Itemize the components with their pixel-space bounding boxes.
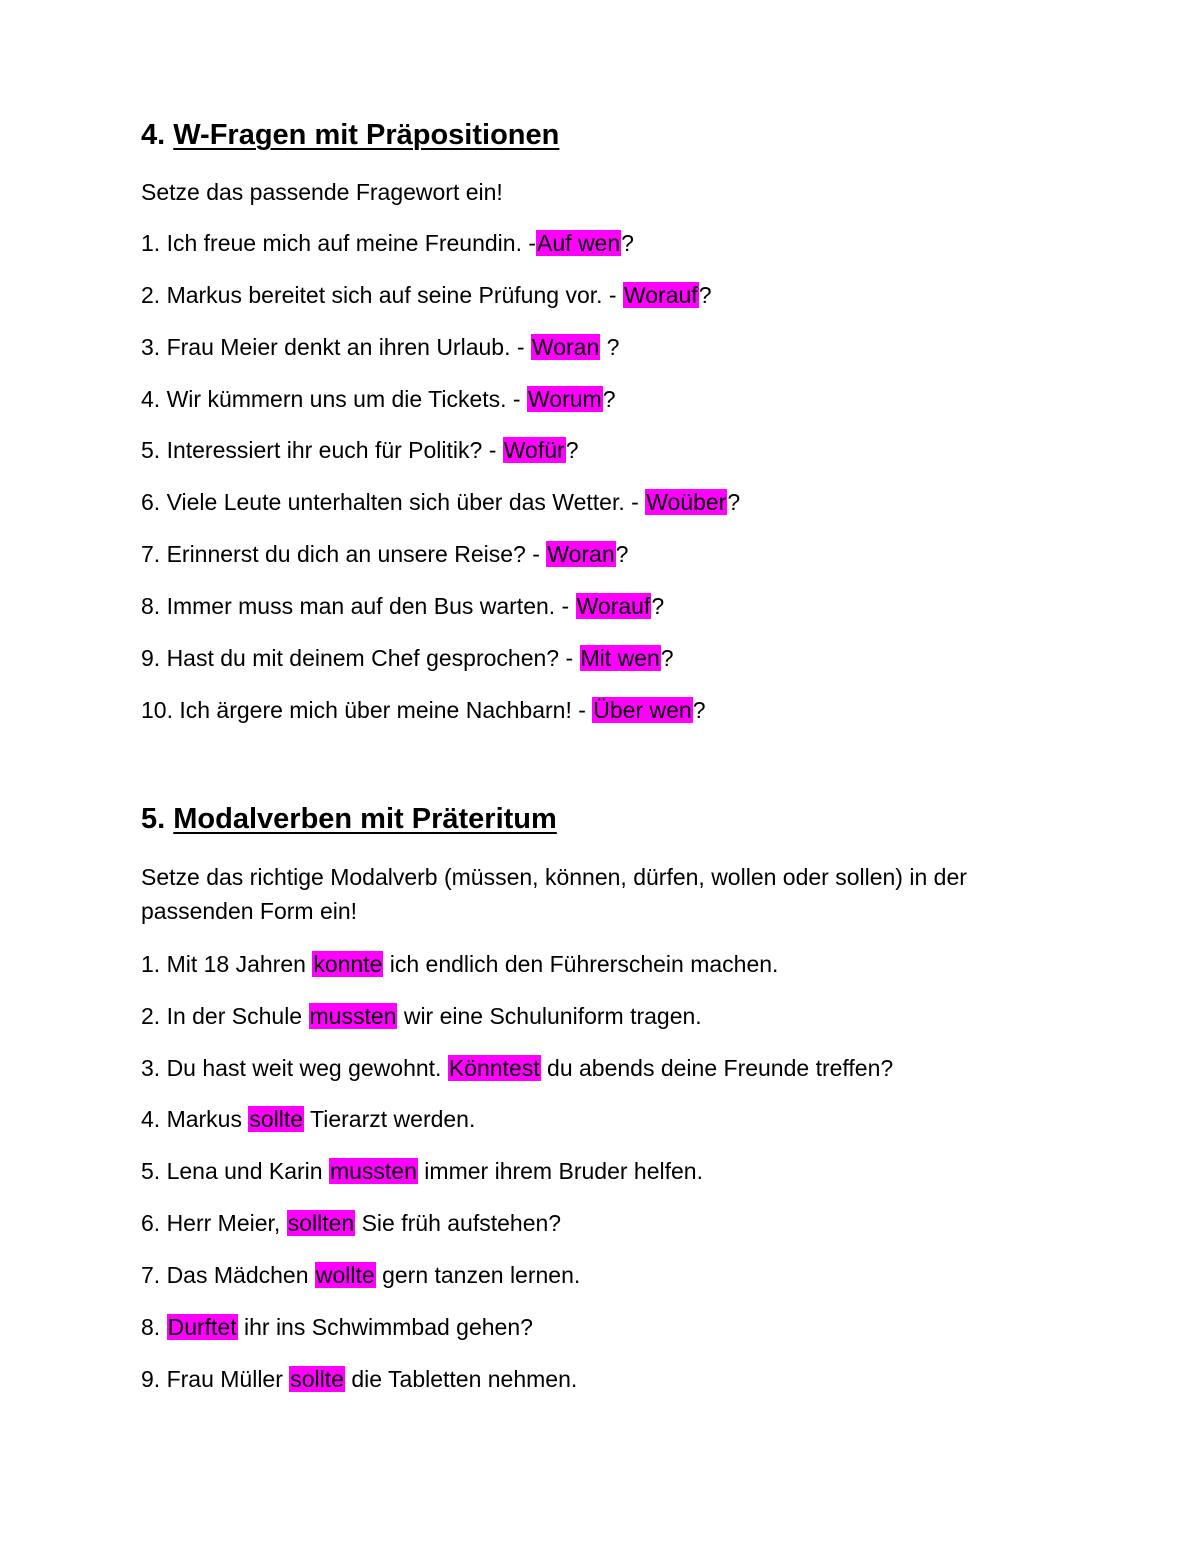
item-text: 8. [141,1314,167,1340]
section-5-title: Modalverben mit Präteritum [173,803,557,835]
item-text: 7. Erinnerst du dich an unsere Reise? - [141,541,547,567]
item-text: Tierarzt werden. [304,1106,476,1132]
item-text: 7. Das Mädchen [141,1262,315,1288]
exercise-5-item [141,1001,702,1031]
answer-highlight: konnte [313,951,383,977]
section-4-number: 4. [141,119,166,151]
item-text: ich endlich den Führerschein machen. [383,951,779,977]
item-text: ? [651,593,665,619]
item-text: 5. Lena und Karin [141,1158,329,1184]
answer-highlight: Auf wen [537,230,621,256]
exercise-4-item [141,695,706,725]
answer-highlight: Über wen [593,697,692,723]
item-text: 10. Ich ärgere mich über meine Nachbarn! - [141,697,593,723]
item-text: 3. Frau Meier denkt an ihren Urlaub. - [141,334,531,360]
item-text: ? [727,489,741,515]
section-5-instruction-line-2: passenden Form ein! [141,898,358,924]
item-text: ? [698,282,712,308]
item-text: ? [602,386,616,412]
exercise-4-item [141,487,740,517]
item-text: die Tabletten nehmen. [344,1366,578,1392]
exercise-4-item [141,384,615,414]
answer-highlight: Woran [531,334,600,360]
exercise-5-item [141,1208,561,1238]
exercise-5-item [141,1312,533,1342]
answer-highlight: Mit wen [580,645,660,671]
item-text: 4. Wir kümmern uns um die Tickets. - [141,386,527,412]
item-text: 9. Frau Müller [141,1366,290,1392]
exercise-5-item [141,949,778,979]
item-text: 6. Herr Meier, [141,1210,287,1236]
answer-highlight: sollten [287,1210,355,1236]
answer-highlight: Worauf [576,593,651,619]
item-text: ihr ins Schwimmbad gehen? [237,1314,533,1340]
exercise-4-item [141,332,619,362]
item-text: ? [565,437,579,463]
exercise-5-item [141,1364,577,1394]
exercise-4-item [141,591,664,621]
answer-highlight: Worauf [623,282,698,308]
section-4-heading [141,117,559,153]
item-text: 1. Ich freue mich auf meine Freundin. - [141,230,537,256]
item-text: 8. Immer muss man auf den Bus warten. - [141,593,576,619]
item-text: 5. Interessiert ihr euch für Politik? - [141,437,503,463]
item-text: 1. Mit 18 Jahren [141,951,313,977]
item-text: 2. Markus bereitet sich auf seine Prüfung vor. - [141,282,623,308]
exercise-5-item [141,1260,580,1290]
exercise-4-item [141,228,634,258]
section-5-number: 5. [141,803,166,835]
answer-highlight: mussten [329,1158,417,1184]
item-text: Sie früh aufstehen? [355,1210,562,1236]
exercise-5-item [141,1156,703,1186]
answer-highlight: wollte [315,1262,375,1288]
item-text: ? [621,230,634,256]
answer-highlight: sollte [290,1366,344,1392]
section-4-instruction: Setze das passende Fragewort ein! [141,179,503,205]
answer-highlight: Wofür [503,437,565,463]
answer-highlight: Durftet [167,1314,237,1340]
exercise-4-item [141,280,711,310]
exercise-5-item [141,1053,893,1083]
exercise-4-item [141,643,674,673]
exercise-5-item [141,1104,475,1134]
item-text: gern tanzen lernen. [375,1262,581,1288]
item-text: ? [660,645,674,671]
section-4-title: W-Fragen mit Präpositionen [173,119,560,151]
answer-highlight: mussten [309,1003,397,1029]
item-text: 4. Markus [141,1106,249,1132]
section-5-heading [141,801,557,837]
item-text: 6. Viele Leute unterhalten sich über das Wetter. - [141,489,646,515]
item-text: 9. Hast du mit deinem Chef gesprochen? - [141,645,580,671]
exercise-4-item [141,539,628,569]
item-text: wir eine Schuluniform tragen. [397,1003,702,1029]
answer-highlight: Worum [527,386,602,412]
answer-highlight: Könntest [448,1055,540,1081]
section-5-instruction-line-1: Setze das richtige Modalverb (müssen, können, dürfen, wollen oder sollen) in der [141,864,967,890]
item-text: du abends deine Freunde treffen? [540,1055,894,1081]
answer-highlight: Woüber [646,489,727,515]
item-text: ? [600,334,620,360]
item-text: 2. In der Schule [141,1003,309,1029]
item-text: ? [615,541,629,567]
item-text: 3. Du hast weit weg gewohnt. [141,1055,448,1081]
answer-highlight: sollte [249,1106,304,1132]
exercise-4-item [141,435,579,465]
item-text: immer ihrem Bruder helfen. [417,1158,703,1184]
answer-highlight: Woran [547,541,615,567]
item-text: ? [692,697,706,723]
